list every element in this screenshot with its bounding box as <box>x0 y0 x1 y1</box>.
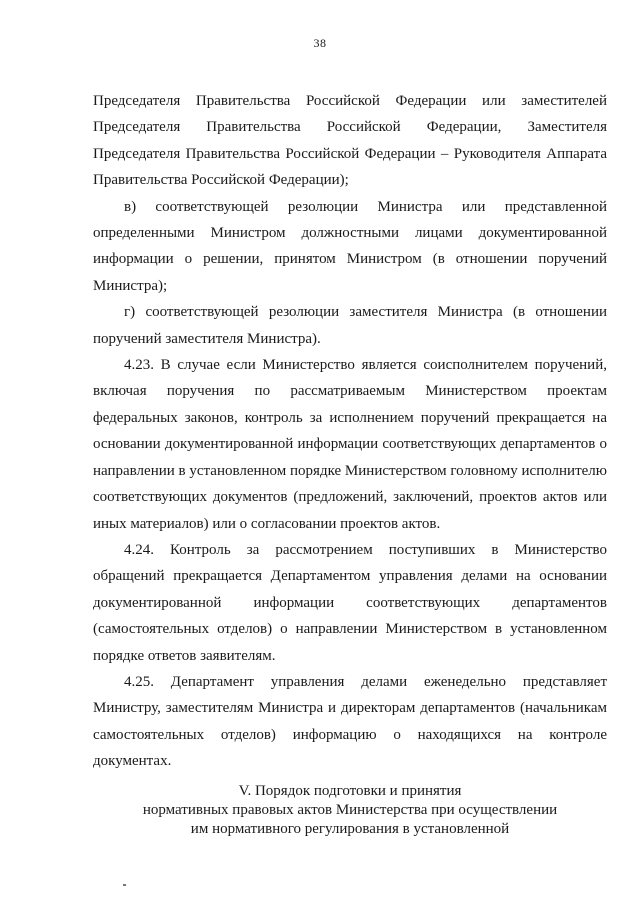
paragraph-4-24: 4.24. Контроль за рассмотрением поступивших в Министерство обращений прекращается Департаментом управления делами на основании документированной информации соответствующих департаментов (самостоятельных отделов) о направлении Министерством в установленном порядке ответов заявителям. <box>93 541 607 664</box>
section-heading-line-1: V. Порядок подготовки и принятия <box>238 783 462 799</box>
body-text <box>93 88 607 775</box>
section-heading <box>93 782 607 839</box>
page-number: 38 <box>313 36 327 50</box>
paragraph-4-23: 4.23. В случае если Министерство является соисполнителем поручений, включая поручения по рассматриваемым Министерством проектам федеральных законов, контроль за исполнением поручений прекращается на основании документированной информации соответствующих департаментов о направлении в установленном порядке Министерством головному исполнителю соответствующих документов (предложений, заключений, проектов актов или иных материалов) или о согласовании проектов актов. <box>93 357 607 532</box>
paragraph-item-v: в) соответствующей резолюции Министра или представленной определенными Министром должностными лицами документированной информации о решении, принятом Министром (в отношении поручений Министра); <box>93 198 607 294</box>
section-heading-line-2: нормативных правовых актов Министерства при осуществлении <box>142 802 558 818</box>
paragraph-item-g: г) соответствующей резолюции заместителя Министра (в отношении поручений заместителя Министра). <box>93 304 607 347</box>
paragraph-continuation: Председателя Правительства Российской Федерации или заместителей Председателя Правительства Российской Федерации, Заместителя Председателя Правительства Российской Федерации – Руководителя Аппарата Правительства Российской Федерации); <box>93 93 607 189</box>
paragraph-4-25: 4.25. Департамент управления делами еженедельно представляет Министру, заместителям Министра и директорам департаментов (начальникам самостоятельных отделов) информацию о находящихся на контроле документах. <box>93 673 607 770</box>
scan-mark <box>123 884 126 886</box>
section-heading-line-3: им нормативного регулирования в установленной <box>190 821 510 837</box>
